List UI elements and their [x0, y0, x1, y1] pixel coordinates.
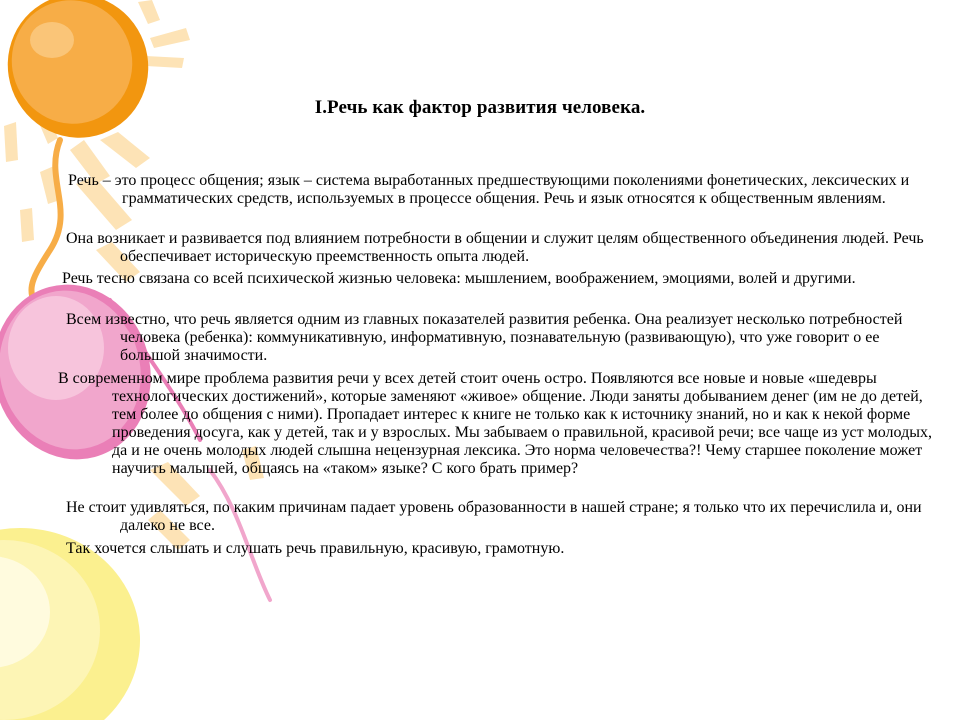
paragraph-wish: Так хочется слышать и слушать речь правильную, красивую, грамотную. — [66, 540, 565, 557]
paragraph-modern-problem: В современном мире проблема развития речи у всех детей стоит очень остро. Появляются все новые и новые «шедевры технологических достижений», которые заменяют «живое» общение. Люди заняты добыванием денег (им не до детей, тем более до общения с ними). Пропадает интерес к книге не только как к источнику знаний, но и как к некой форме проведения досуга, как у детей, так и у взрослых. Мы забываем о правильной, красивой речи; все чаще из уст молодых, да и не очень молодых людей слышна нецензурная лексика. Это норма человечества?! Чему старшее поколение может научить малышей, общаясь на «таком» языке? С кого брать пример? — [58, 370, 932, 477]
slide-title: I.Речь как фактор развития человека. — [314, 97, 646, 118]
paragraph-child-development: Всем известно, что речь является одним из главных показателей развития ребенка. Она реализует несколько потребностей человека (ребенка): коммуникативную, информативную, познавательную (развивающую), что уже говорит о ее большой значимости. — [66, 311, 903, 364]
paragraph-education-level: Не стоит удивляться, по каким причинам падает уровень образованности в нашей стране; я только что их перечислила и, они далеко не все. — [66, 499, 922, 534]
paragraph-speech-origin: Она возникает и развивается под влиянием потребности в общении и служит целям общественного объединения людей. Речь обеспечивает историческую преемственность опыта людей. — [66, 230, 924, 265]
paragraph-speech-psyche: Речь тесно связана со всей психической жизнью человека: мышлением, воображением, эмоциями, волей и другими. — [62, 270, 856, 287]
paragraph-speech-definition: Речь – это процесс общения; язык – система выработанных предшествующими поколениями фонетических, лексических и грамматических средств, используемых в процессе общения. Речь и язык относятся к общественным явлениям. — [68, 172, 910, 207]
